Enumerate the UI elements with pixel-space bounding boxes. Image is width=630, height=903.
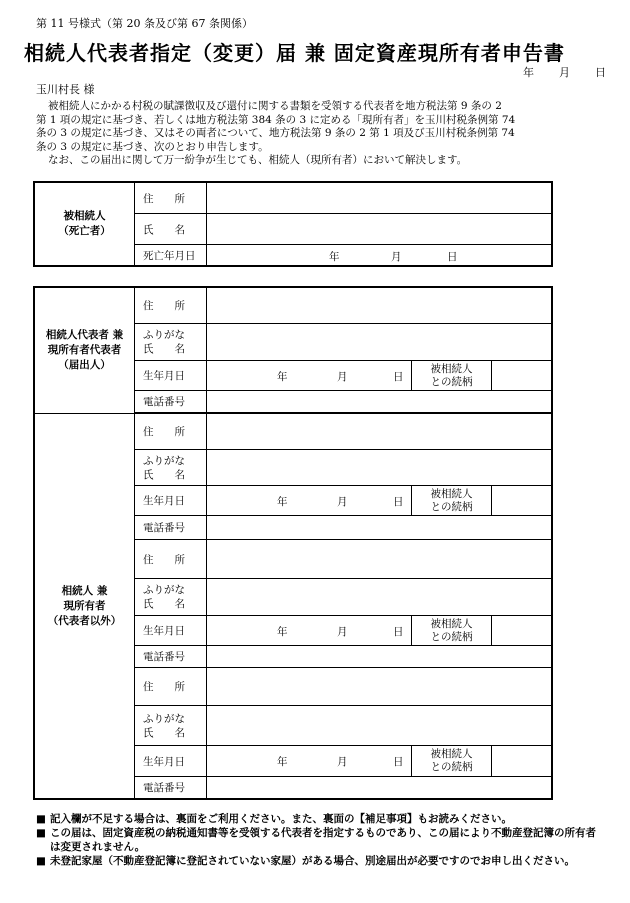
- address-label: 住 所: [135, 668, 207, 706]
- day-label: 日: [393, 496, 404, 508]
- relation-label: 被相続人 との続柄: [412, 361, 492, 391]
- month-label: 月: [337, 756, 348, 768]
- address-label: 住 所: [135, 414, 207, 450]
- notes: [36, 812, 606, 868]
- intro-line: 条の 3 の規定に基づき、又はその両者について、地方税法第 9 条の 2 第 1 項及び玉川村税条例第 74: [36, 127, 515, 139]
- representative-phone-field[interactable]: [207, 391, 552, 413]
- intro-line: 被相続人にかかる村税の賦課徴収及び還付に関する書類を受領する代表者を地方税法第 9 条の 2: [48, 100, 502, 112]
- day-label: 日: [393, 371, 404, 383]
- deceased-table: [34, 182, 552, 266]
- heir2-phone-field[interactable]: [207, 646, 552, 668]
- intro-line: 第 1 項の規定に基づき、若しくは地方税法第 384 条の 3 に定める「現所有者」を玉川村税条例第 74: [36, 113, 516, 126]
- heir2-name-field[interactable]: [207, 579, 552, 616]
- day-label: 日: [393, 626, 404, 638]
- heir1-relation-field[interactable]: [492, 486, 552, 516]
- heir3-phone-field[interactable]: [207, 777, 552, 799]
- heir2-birth-field[interactable]: [207, 616, 412, 646]
- representative-relation-field[interactable]: [492, 361, 552, 391]
- address-label: 住 所: [135, 288, 207, 324]
- bullet-icon: ■: [36, 827, 46, 839]
- day-label: 日: [393, 756, 404, 768]
- day-label: 日: [447, 251, 458, 263]
- intro-line: なお、この届出に関して万一紛争が生じても、相続人（現所有者）において解決します。: [48, 154, 468, 166]
- furigana-name-label: ふりがな 氏 名: [135, 450, 207, 486]
- year-label: 年: [277, 626, 288, 638]
- header-day-label: 日: [595, 66, 606, 79]
- heir1-birth-field[interactable]: [207, 486, 412, 516]
- birth-label: 生年月日: [135, 486, 207, 516]
- month-label: 月: [337, 626, 348, 638]
- others-section-label: 相続人 兼 現所有者 （代表者以外）: [35, 414, 135, 799]
- heir2-address-field[interactable]: [207, 540, 552, 579]
- month-label: 月: [337, 496, 348, 508]
- year-label: 年: [277, 756, 288, 768]
- bullet-icon: ■: [36, 855, 46, 867]
- relation-label: 被相続人 との続柄: [412, 616, 492, 646]
- heir1-phone-field[interactable]: [207, 516, 552, 540]
- note-item: ■ 記入欄が不足する場合は、裏面をご利用ください。また、裏面の【補足事項】もお読みください。: [36, 813, 512, 825]
- representative-name-field[interactable]: [207, 324, 552, 361]
- phone-label: 電話番号: [135, 646, 207, 668]
- intro-text: [36, 100, 592, 168]
- phone-label: 電話番号: [135, 391, 207, 413]
- heir3-relation-field[interactable]: [492, 746, 552, 777]
- heir2-relation-field[interactable]: [492, 616, 552, 646]
- relation-label: 被相続人 との続柄: [412, 746, 492, 777]
- heir3-address-field[interactable]: [207, 668, 552, 706]
- heir1-address-field[interactable]: [207, 414, 552, 450]
- year-label: 年: [277, 371, 288, 383]
- month-label: 月: [337, 371, 348, 383]
- birth-label: 生年月日: [135, 616, 207, 646]
- intro-line: 条の 3 の規定に基づき、次のとおり申告します。: [36, 140, 269, 153]
- deceased-death-date-field[interactable]: [207, 245, 552, 266]
- phone-label: 電話番号: [135, 516, 207, 540]
- deceased-name-field[interactable]: [207, 214, 552, 245]
- page-title: 相続人代表者指定（変更）届 兼 固定資産現所有者申告書: [24, 41, 565, 65]
- form-number: 第 11 号様式（第 20 条及び第 67 条関係）: [36, 17, 253, 30]
- deceased-address-field[interactable]: [207, 183, 552, 214]
- bullet-icon: ■: [36, 813, 46, 825]
- furigana-name-label: ふりがな 氏 名: [135, 324, 207, 361]
- header-year-label: 年: [523, 66, 534, 79]
- year-label: 年: [329, 251, 340, 263]
- address-label: 住 所: [135, 540, 207, 579]
- heir1-name-field[interactable]: [207, 450, 552, 486]
- deceased-section-label: 被相続人 （死亡者）: [35, 183, 135, 266]
- furigana-name-label: ふりがな 氏 名: [135, 706, 207, 746]
- deceased-address-label: 住 所: [135, 183, 207, 214]
- deceased-death-date-label: 死亡年月日: [135, 245, 207, 266]
- representative-address-field[interactable]: [207, 288, 552, 324]
- birth-label: 生年月日: [135, 746, 207, 777]
- note-item: ■ この届は、固定資産税の納税通知書等を受領する代表者を指定するものであり、この届により不動産登記簿の所有者は変更されません。: [36, 827, 596, 853]
- month-label: 月: [391, 251, 402, 263]
- deceased-name-label: 氏 名: [135, 214, 207, 245]
- phone-label: 電話番号: [135, 777, 207, 799]
- heir3-name-field[interactable]: [207, 706, 552, 746]
- heir3-birth-field[interactable]: [207, 746, 412, 777]
- relation-label: 被相続人 との続柄: [412, 486, 492, 516]
- year-label: 年: [277, 496, 288, 508]
- representative-section-label: 相続人代表者 兼 現所有者代表者 （届出人）: [35, 288, 135, 414]
- furigana-name-label: ふりがな 氏 名: [135, 579, 207, 616]
- representative-birth-field[interactable]: [207, 361, 412, 391]
- birth-label: 生年月日: [135, 361, 207, 391]
- header-month-label: 月: [559, 66, 570, 79]
- addressee: 玉川村長 様: [36, 83, 95, 96]
- heirs-table: [34, 287, 552, 799]
- note-item: ■ 未登記家屋（不動産登記簿に登記されていない家屋）がある場合、別途届出が必要ですのでお申し出ください。: [36, 855, 575, 867]
